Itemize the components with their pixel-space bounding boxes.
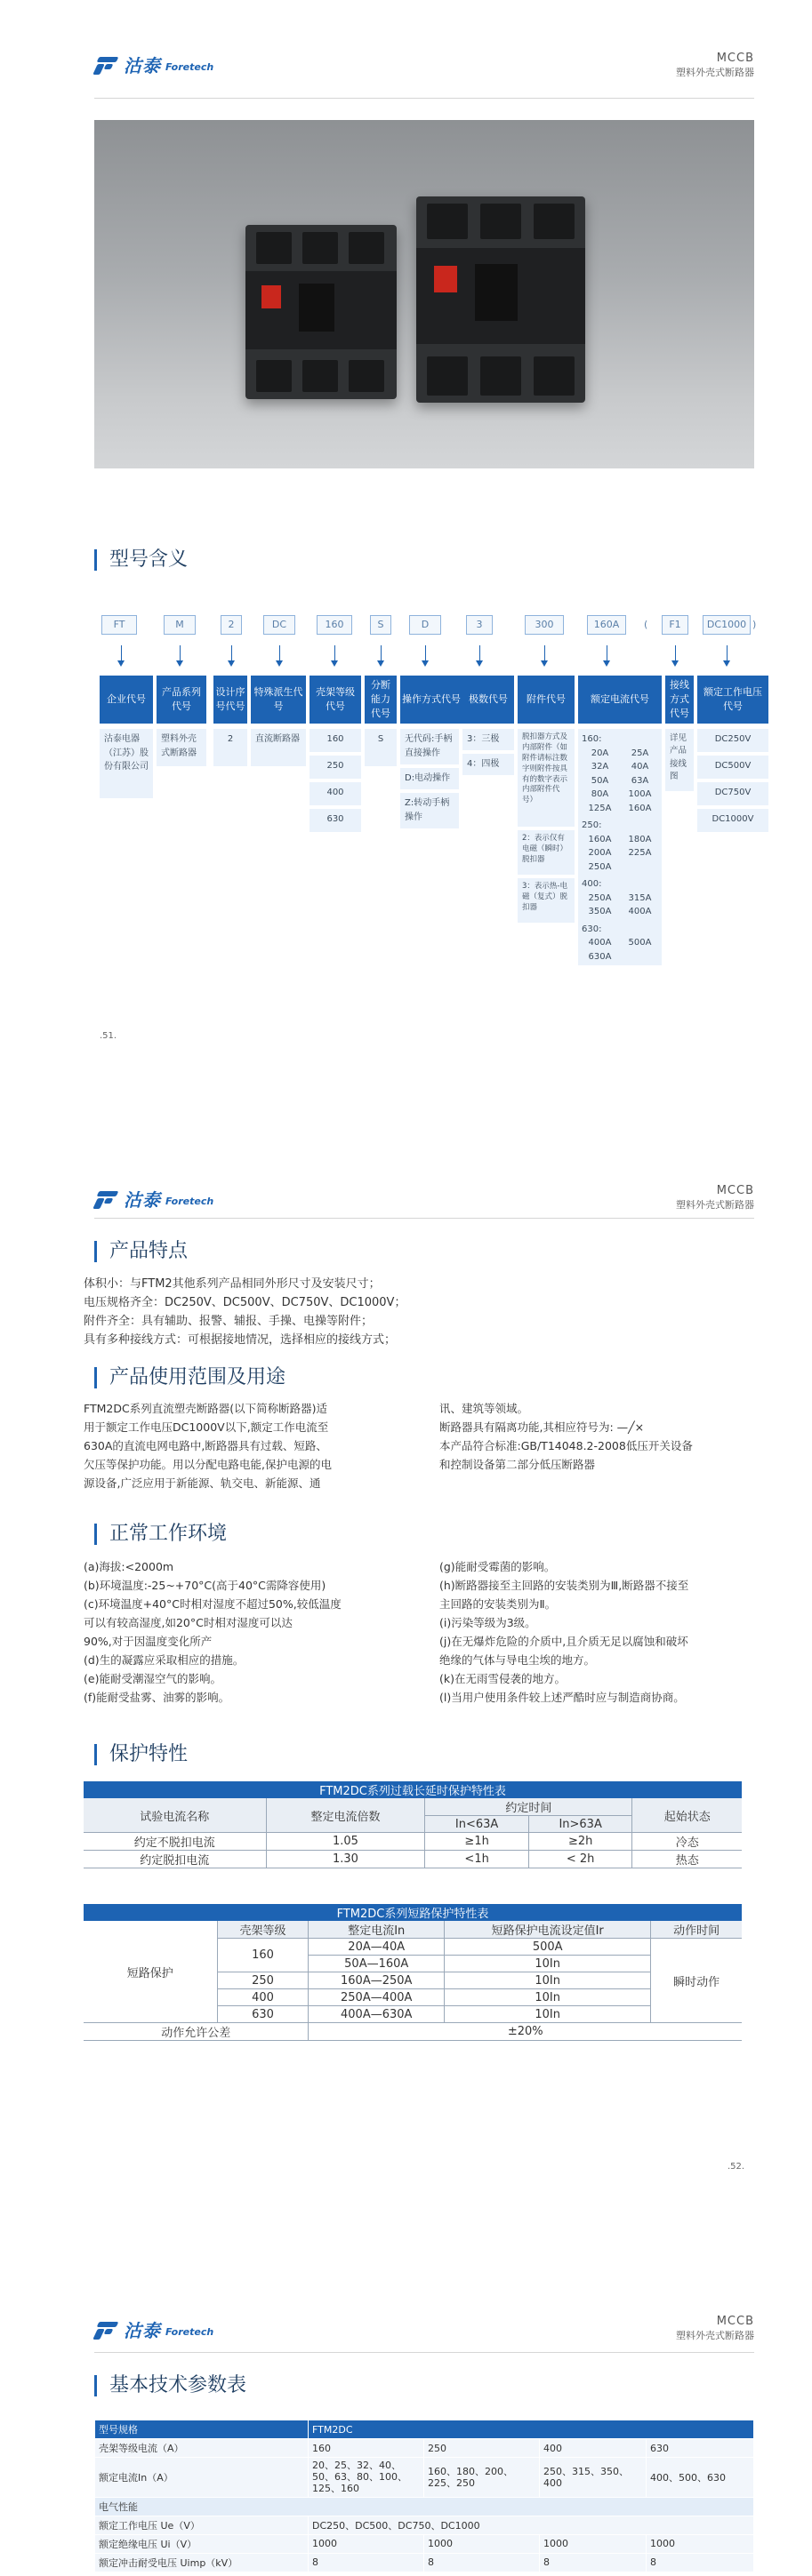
cell: 1.05 (266, 1833, 425, 1851)
cell: 1000 (424, 2534, 540, 2553)
cell: DC250、DC500、DC750、DC1000 (309, 2516, 754, 2534)
th-test: 试验电流名称 (84, 1798, 266, 1833)
cell: 250 (424, 2439, 540, 2458)
code-d: D (409, 615, 441, 635)
env-line: (c)环境温度+40°C时相对湿度不超过50%,较低温度 (84, 1597, 342, 1611)
overload-caption: FTM2DC系列过载长延时保护特性表 (84, 1781, 742, 1798)
th-rated: 整定电流In (309, 1921, 445, 1939)
page-header (676, 52, 754, 79)
cell: 10In (445, 1956, 651, 1972)
cell: 额定电流In（A） (95, 2458, 309, 2498)
volt-1000: DC1000V (697, 809, 768, 832)
cell: < 2h (528, 1851, 632, 1868)
current-frame-label: 630: (582, 924, 602, 934)
code-open-paren: ( (644, 619, 648, 630)
cell: 160A—250A (309, 1972, 445, 1989)
scope-line: 断路器具有隔离功能,其相应符号为: —╱× (439, 1420, 645, 1434)
cell: ≥1h (425, 1833, 529, 1851)
current-cell (578, 729, 662, 965)
current-value: 180A (628, 834, 652, 844)
arrow-down-icon (279, 645, 280, 661)
table-row (95, 2497, 754, 2516)
arrow-down-icon (544, 645, 545, 661)
head-poles: 极数代号 (462, 676, 514, 724)
code-s: S (370, 615, 391, 635)
cell: 1000 (540, 2534, 647, 2553)
current-values (582, 892, 658, 919)
scope-line: 讯、建筑等领域。 (439, 1402, 529, 1415)
page-header (676, 2315, 754, 2342)
cell: ≥2h (528, 1833, 632, 1851)
cell: 400 (217, 1989, 309, 2006)
scope-line: 本产品符合标准:GB/T14048.2-2008低压开关设备 (439, 1439, 693, 1452)
breaker-image-left (245, 225, 397, 399)
env-line: (e)能耐受潮湿空气的影响。 (84, 1672, 221, 1685)
cell: 额定工作电压 Ue（V） (95, 2516, 309, 2534)
env-left (84, 1557, 413, 1707)
arrow-down-icon (381, 645, 382, 661)
th-state: 起始状态 (632, 1798, 742, 1833)
shortcircuit-table (84, 1904, 742, 2041)
cell: 8 (309, 2553, 424, 2572)
th-in-a: In<63A (425, 1816, 529, 1833)
brand-cn: 沽泰 (124, 2320, 161, 2341)
code-f1: F1 (662, 615, 688, 635)
head-current: 额定电流代号 (578, 676, 662, 724)
current-value: 63A (631, 775, 649, 786)
product-photo (94, 120, 754, 468)
volt-500: DC500V (697, 756, 768, 779)
code-m: M (164, 615, 196, 635)
header-rule (94, 98, 754, 99)
model-title: 型号含义 (94, 549, 188, 571)
current-value: 225A (628, 848, 652, 858)
table-row (95, 2420, 754, 2439)
env-line: (g)能耐受霉菌的影响。 (439, 1560, 556, 1573)
scope-line: FTM2DC系列直流塑壳断路器(以下简称断路器)适 (84, 1402, 327, 1415)
current-value: 500A (628, 938, 652, 948)
tol-label: 动作允许公差 (84, 2023, 309, 2041)
table-row (84, 1851, 742, 1868)
cell: 630 (217, 2006, 309, 2023)
spec-title: 基本技术参数表 (94, 2375, 246, 2396)
page-number: .51. (100, 1031, 117, 1041)
scope-line: 欠压等保护功能。用以分配电路电能,保护电源的电 (84, 1458, 332, 1471)
overload-table (84, 1781, 742, 1868)
scope-line: 和控制设备第二部分低压断路器 (439, 1458, 596, 1471)
header-line1: MCCB (716, 2315, 754, 2328)
env-right (439, 1557, 760, 1707)
op-rotary: Z:转动手柄操作 (400, 793, 459, 828)
current-value: 40A (631, 762, 649, 772)
op-direct: 无代码:手柄直接操作 (400, 729, 459, 764)
table-row (84, 2023, 742, 2041)
table-row (84, 1833, 742, 1851)
current-value: 160A (588, 834, 612, 844)
current-value: 400A (588, 938, 612, 948)
cell: 10In (445, 2006, 651, 2023)
arrow-down-icon (231, 645, 232, 661)
brand-en: Foretech (165, 2326, 214, 2338)
feature-line: 体积小：与FTM2其他系列产品相同外形尺寸及安装尺寸； (84, 1277, 381, 1291)
cell: 额定绝缘电压 Ui（V） (95, 2534, 309, 2553)
brand-cn: 沽泰 (124, 55, 161, 76)
env-line: (j)在无爆炸危险的介质中,且介质无足以腐蚀和破坏 (439, 1635, 688, 1648)
header-rule (94, 2352, 754, 2353)
frame-250: 250 (310, 756, 361, 779)
current-value: 20A (591, 748, 609, 758)
header-line2: 塑料外壳式断路器 (676, 1198, 754, 1211)
table-row (95, 2534, 754, 2553)
head-accessory: 附件代号 (518, 676, 575, 724)
current-groups (582, 732, 658, 964)
brand-logo (94, 2316, 213, 2342)
table-row (95, 2458, 754, 2498)
current-frame-label: 160: (582, 734, 602, 744)
current-value: 350A (588, 907, 612, 916)
feature-line: 具有多种接线方式：可根据接地情况，选择相应的接线方式； (84, 1333, 397, 1347)
cell: 额定冲击耐受电压 Uimp（kV） (95, 2553, 309, 2572)
arrow-down-icon (334, 645, 335, 661)
current-frame-label: 250: (582, 820, 602, 830)
volt-750: DC750V (697, 782, 768, 805)
current-values (582, 833, 658, 875)
arrow-down-icon (180, 645, 181, 661)
scope-left (84, 1399, 395, 1492)
code-dc: DC (263, 615, 295, 635)
cell: 1000 (647, 2534, 754, 2553)
cell: 壳架等级电流（A） (95, 2439, 309, 2458)
env-title: 正常工作环境 (94, 1524, 227, 1545)
cell: 约定脱扣电流 (84, 1851, 266, 1868)
env-line: (d)生的凝露应采取相应的措施。 (84, 1653, 245, 1667)
series-cell: 塑料外壳式断路器 (157, 729, 206, 766)
cell: 500A (445, 1939, 651, 1956)
cell: 160、180、200、225、250 (424, 2458, 540, 2498)
arrow-down-icon (727, 645, 728, 661)
table-row (95, 2553, 754, 2572)
header-line1: MCCB (716, 52, 754, 65)
cell: 400A—630A (309, 2006, 445, 2023)
frame-400: 400 (310, 782, 361, 805)
brand-en: Foretech (165, 61, 214, 73)
env-line: (b)环境温度:-25~+70°C(高于40°C需降容使用) (84, 1579, 326, 1592)
features-title: 产品特点 (94, 1241, 188, 1262)
table-row (95, 2439, 754, 2458)
cell: 冷态 (632, 1833, 742, 1851)
head-derive: 特殊派生代号 (251, 676, 306, 724)
frame-160: 160 (310, 729, 361, 752)
current-value: 25A (631, 748, 649, 758)
code-close-paren: ) (752, 619, 757, 630)
th-action-time: 动作时间 (651, 1921, 742, 1939)
env-line: (a)海拔:<2000m (84, 1560, 174, 1573)
current-values (582, 936, 658, 964)
scope-title: 产品使用范围及用途 (94, 1367, 285, 1388)
env-line: 可以有较高湿度,如20°C时相对湿度可以达 (84, 1616, 293, 1629)
feature-line: 附件齐全：具有辅助、报警、辅报、手操、电操等附件； (84, 1315, 374, 1328)
cell: 20A—40A (309, 1939, 445, 1956)
arrow-down-icon (121, 645, 122, 661)
feature-line: 电压规格齐全：DC250V、DC500V、DC750V、DC1000V； (84, 1296, 406, 1309)
header-line2: 塑料外壳式断路器 (676, 66, 754, 78)
code-3: 3 (466, 615, 493, 635)
current-value: 630A (588, 951, 612, 962)
current-value: 160A (628, 803, 652, 813)
enterprise-cell: 沽泰电器（江苏）股份有限公司 (100, 729, 153, 798)
env-line: (k)在无雨雪侵袭的地方。 (439, 1672, 566, 1685)
cell: 250A—400A (309, 1989, 445, 2006)
env-line: (l)当用户使用条件较上述严酷时应与制造商协商。 (439, 1691, 685, 1704)
cell: 400、500、630 (647, 2458, 754, 2498)
cell: FTM2DC (309, 2420, 754, 2439)
brand-logo (94, 1186, 213, 1212)
th-frame: 壳架等级 (217, 1921, 309, 1939)
current-value: 250A (588, 892, 612, 903)
current-value: 125A (588, 803, 612, 813)
code-300: 300 (525, 615, 564, 635)
cell: 250、315、350、400 (540, 2458, 647, 2498)
head-wiring: 接线方式代号 (665, 676, 694, 724)
head-voltage: 额定工作电压代号 (697, 676, 768, 724)
arrow-down-icon (479, 645, 480, 661)
cell: 约定不脱扣电流 (84, 1833, 266, 1851)
head-breaking: 分断能力代号 (365, 676, 397, 724)
scope-right (439, 1399, 760, 1474)
logo-mark-icon (94, 55, 119, 75)
head-enterprise: 企业代号 (100, 676, 153, 724)
scope-line: 源设备,广泛应用于新能源、轨交电、新能源、通 (84, 1476, 321, 1490)
scope-line: 用于额定工作电压DC1000V以下,额定工作电流至 (84, 1420, 329, 1434)
brand-cn: 沽泰 (124, 1189, 161, 1211)
current-value: 315A (628, 892, 652, 903)
arrow-down-icon (425, 645, 426, 661)
th-set: 短路保护电流设定值Ir (445, 1921, 651, 1939)
head-series: 产品系列代号 (157, 676, 206, 724)
th-time: 约定时间 (425, 1798, 632, 1816)
head-operation: 操作方式代号 (400, 676, 462, 724)
current-value: 100A (628, 789, 652, 799)
header-line1: MCCB (716, 1184, 754, 1197)
env-line: (h)断路器接至主回路的安装类别为Ⅲ,断路器不接至 (439, 1579, 689, 1592)
page-number: .52. (728, 2162, 745, 2172)
volt-250: DC250V (697, 729, 768, 752)
code-ft: FT (101, 615, 137, 635)
op-electric: D:电动操作 (400, 768, 459, 789)
code-2: 2 (221, 615, 242, 635)
breaker-image-right (416, 196, 585, 403)
cell: 10In (445, 1972, 651, 1989)
header-line2: 塑料外壳式断路器 (676, 2329, 754, 2341)
cell: 400 (540, 2439, 647, 2458)
table-row (95, 2516, 754, 2534)
arrow-down-icon (675, 645, 676, 661)
sc-caption: FTM2DC系列短路保护特性表 (84, 1904, 742, 1921)
sc-action: 瞬时动作 (651, 1939, 742, 2023)
current-value: 80A (591, 789, 609, 799)
cell: <1h (425, 1851, 529, 1868)
env-line: 主回路的安装类别为Ⅱ。 (439, 1597, 557, 1611)
breaking-cell: S (365, 729, 397, 766)
current-values (582, 747, 658, 816)
header-rule (94, 1218, 754, 1219)
code-160: 160 (317, 615, 352, 635)
current-value: 32A (591, 762, 609, 772)
head-frame: 壳架等级代号 (310, 676, 361, 724)
design-cell: 2 (213, 729, 247, 766)
logo-mark-icon (94, 1189, 119, 1209)
current-value: 50A (591, 775, 609, 786)
cell: 20、25、32、40、50、63、80、100、125、160 (309, 2458, 424, 2498)
acc-magnetic: 2：表示仅有电磁（瞬时）脱扣器 (518, 830, 575, 875)
code-dc1000: DC1000 (703, 615, 751, 635)
scope-line: 630A的直流电网电路中,断路器具有过载、短路、 (84, 1439, 327, 1452)
th-mult: 整定电流倍数 (266, 1798, 425, 1833)
brand-en: Foretech (165, 1196, 214, 1207)
env-line: (i)污染等级为3级。 (439, 1616, 536, 1629)
cell: 8 (647, 2553, 754, 2572)
th-in-b: In>63A (528, 1816, 632, 1833)
features-text (84, 1275, 406, 1349)
protect-title: 保护特性 (94, 1744, 188, 1765)
cell: 250 (217, 1972, 309, 1989)
acc-thermal: 3：表示热-电磁（复式）脱扣器 (518, 878, 575, 923)
cell: 160 (309, 2439, 424, 2458)
logo-mark-icon (94, 2320, 119, 2340)
sc-label: 短路保护 (84, 1921, 217, 2023)
derive-cell: 直流断路器 (251, 729, 306, 766)
cell: 8 (540, 2553, 647, 2572)
cell: 8 (424, 2553, 540, 2572)
cell: 电气性能 (95, 2497, 754, 2516)
cell: 10In (445, 1989, 651, 2006)
wiring-cell: 详见产品接线图 (665, 729, 694, 791)
cell: 50A—160A (309, 1956, 445, 1972)
env-line: 绝缘的气体与导电尘埃的地方。 (439, 1653, 596, 1667)
cell: 1000 (309, 2534, 424, 2553)
spec-table (94, 2420, 754, 2572)
env-line: (f)能耐受盐雾、油雾的影响。 (84, 1691, 230, 1704)
env-line: 90%,对于因温度变化所产 (84, 1635, 213, 1648)
acc-code: 脱扣器方式及内部附件（如附件请标注数字则附件按具有的数字表示内部附件代号） (518, 729, 575, 827)
cell: 160 (217, 1939, 309, 1972)
current-value: 400A (628, 907, 652, 916)
code-160a: 160A (587, 615, 626, 635)
current-value: 250A (588, 861, 612, 872)
head-design: 设计序号代号 (213, 676, 247, 724)
current-frame-label: 400: (582, 879, 602, 889)
brand-logo (94, 52, 213, 77)
cell: 1.30 (266, 1851, 425, 1868)
pole-4: 4：四极 (462, 754, 514, 775)
cell: 630 (647, 2439, 754, 2458)
current-value: 200A (588, 848, 612, 858)
cell: 热态 (632, 1851, 742, 1868)
pole-3: 3：三极 (462, 729, 514, 750)
page-header (676, 1184, 754, 1212)
frame-630: 630 (310, 809, 361, 832)
tol-value: ±20% (309, 2023, 742, 2041)
cell: 型号规格 (95, 2420, 309, 2439)
